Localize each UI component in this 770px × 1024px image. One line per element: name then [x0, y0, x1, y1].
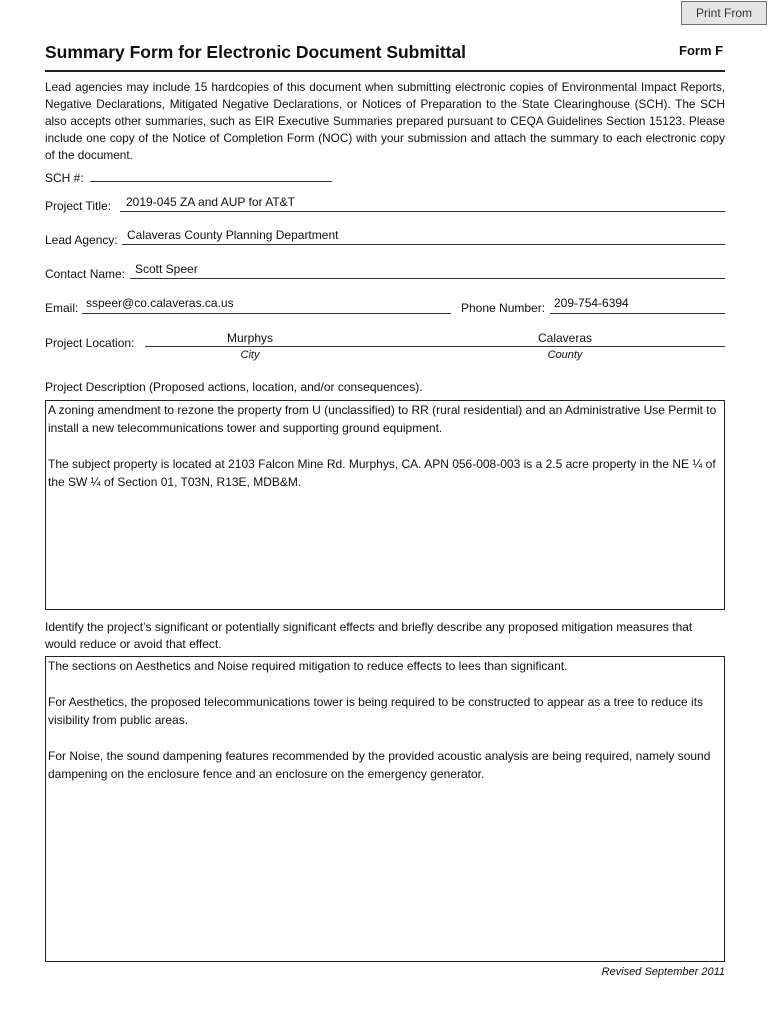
- effects-paragraph-2: For Aesthetics, the proposed telecommunications tower is being required to be constructed to appear as a tree to reduce its visibility from public areas.: [48, 695, 704, 727]
- effects-paragraph-3: For Noise, the sound dampening features recommended by the provided acoustic analysis are being required, namely sound dampening on the enclosure fence and an enclosure on the emergency generator.: [48, 749, 711, 781]
- phone-underline: [550, 313, 725, 314]
- effects-box[interactable]: [45, 656, 725, 962]
- sch-label: SCH #:: [45, 171, 84, 185]
- print-button[interactable]: Print From: [681, 1, 767, 25]
- project-title-field[interactable]: 2019-045 ZA and AUP for AT&T: [126, 195, 295, 209]
- effects-label: Identify the project’s significant or potentially significant effects and briefly describe any proposed mitigation measures that would reduce or avoid that effect.: [45, 620, 693, 651]
- lead-agency-field[interactable]: Calaveras County Planning Department: [127, 228, 339, 242]
- phone-label: Phone Number:: [461, 301, 546, 315]
- county-caption: County: [547, 349, 583, 361]
- city-field[interactable]: Murphys: [226, 331, 273, 345]
- project-description-paragraph-1: A zoning amendment to rezone the property from U (unclassified) to RR (rural residential) and an Administrative Use Permit to install a new telecommunications tower and supporting ground equipment.: [48, 403, 717, 435]
- project-title-label: Project Title:: [45, 199, 112, 213]
- county-field[interactable]: Calaveras: [537, 331, 593, 345]
- email-field[interactable]: sspeer@co.calaveras.ca.us: [86, 296, 234, 310]
- city-caption: City: [240, 349, 260, 361]
- intro-paragraph: Lead agencies may include 15 hardcopies of this document when submitting electronic copies of Environmental Impact Reports, Negative Declarations, Mitigated Negative Declarations, or Notices of Preparation to the State Clearinghouse (SCH). The SCH also accepts other summaries, such as EIR Executive Summaries prepared pursuant to CEQA Guidelines Section 15123. Please include one copy of the Notice of Completion Form (NOC) with your submission and attach the summary to each electronic copy of the document.: [45, 80, 725, 162]
- project-description-paragraph-2: The subject property is located at 2103 Falcon Mine Rd. Murphys, CA. APN 056-008-003 is a 2.5 acre property in the NE ¼ of the SW ¼ of Section 01, T03N, R13E, MDB&M.: [48, 457, 716, 489]
- lead-agency-label: Lead Agency:: [45, 233, 118, 247]
- project-description-label: Project Description (Proposed actions, location, and/or consequences).: [45, 380, 423, 394]
- contact-name-underline: [130, 278, 725, 279]
- project-location-label: Project Location:: [45, 336, 135, 350]
- title-divider: [45, 70, 725, 72]
- sch-underline: [90, 181, 332, 182]
- revised-date: Revised September 2011: [601, 966, 725, 978]
- phone-field[interactable]: 209-754-6394: [554, 296, 629, 310]
- project-location-underline: [145, 346, 725, 347]
- email-label: Email:: [45, 301, 79, 315]
- lead-agency-underline: [122, 244, 725, 245]
- contact-name-field[interactable]: Scott Speer: [135, 262, 198, 276]
- effects-paragraph-1: The sections on Aesthetics and Noise required mitigation to reduce effects to lees than significant.: [48, 659, 568, 673]
- project-description-box[interactable]: [45, 400, 725, 610]
- email-underline: [82, 313, 451, 314]
- project-title-underline: [120, 211, 725, 212]
- contact-name-label: Contact Name:: [45, 267, 126, 281]
- page-title: Summary Form for Electronic Document Submittal: [45, 42, 467, 62]
- form-label: Form F: [679, 43, 724, 58]
